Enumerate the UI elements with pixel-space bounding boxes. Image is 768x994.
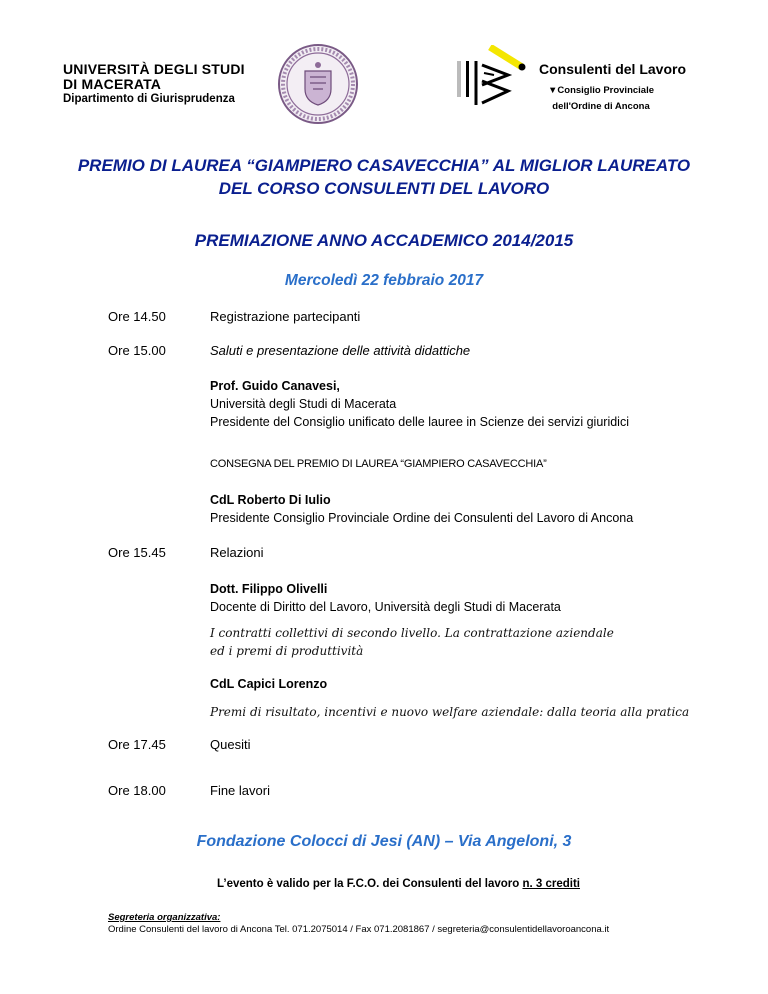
speaker-name: CdL Roberto Di Iulio <box>210 493 331 507</box>
item-talks: Relazioni <box>210 545 264 560</box>
consulenti-lavoro-logo-icon <box>450 45 530 115</box>
speaker-role: Presidente Consiglio Provinciale Ordine dei Consulenti del Lavoro di Ancona <box>210 511 634 525</box>
speaker-capici: CdL Capici Lorenzo <box>210 677 328 691</box>
cdl-title: Consulenti del Lavoro <box>539 61 687 77</box>
speaker-affiliation: Università degli Studi di Macerata <box>210 397 397 411</box>
university-name-line2: DI MACERATA <box>63 76 162 92</box>
main-title <box>0 154 768 200</box>
cdl-subtitle <box>548 83 654 115</box>
speaker-name: Dott. Filippo Olivelli <box>210 582 328 596</box>
speaker-role: Presidente del Consiglio unificato delle lauree in Scienze dei servizi giuridici <box>210 415 629 429</box>
secretariat-contacts: Ordine Consulenti del lavoro di Ancona Tel. 071.2075014 / Fax 071.2081867 / segreteria@consulentidellavoroancona.it <box>108 924 610 935</box>
time-4: Ore 17.45 <box>108 737 166 752</box>
item-greetings: Saluti e presentazione delle attività didattiche <box>210 343 471 358</box>
talk-title-line1: I contratti collettivi di secondo livello. La contrattazione aziendale <box>210 626 614 640</box>
time-5: Ore 18.00 <box>108 783 166 798</box>
subtitle: PREMIAZIONE ANNO ACCADEMICO 2014/2015 <box>194 231 574 250</box>
speaker-canavesi <box>210 377 629 431</box>
speaker-name: Prof. Guido Canavesi, <box>210 379 340 393</box>
time-1: Ore 14.50 <box>108 309 166 324</box>
credits-count: n. 3 crediti <box>522 878 580 890</box>
talk-capici: Premi di risultato, incentivi e nuovo welfare aziendale: dalla teoria alla pratica <box>210 705 690 719</box>
university-name-line1: UNIVERSITÀ DEGLI STUDI <box>63 61 245 77</box>
university-name <box>63 62 245 92</box>
main-title-line1: PREMIO DI LAUREA “GIAMPIERO CASAVECCHIA” AL MIGLIOR LAUREATO <box>77 156 691 175</box>
main-title-line2: DEL CORSO CONSULENTI DEL LAVORO <box>218 179 550 198</box>
credits-notice <box>217 878 580 890</box>
department-name: Dipartimento di Giurisprudenza <box>63 93 235 105</box>
cdl-subtitle-line2: dell'Ordine di Ancona <box>552 101 650 112</box>
time-2: Ore 15.00 <box>108 343 166 358</box>
venue: Fondazione Colocci di Jesi (AN) – Via Angeloni, 3 <box>196 833 572 850</box>
speaker-olivelli <box>210 580 561 616</box>
item-questions: Quesiti <box>210 737 251 752</box>
time-3: Ore 15.45 <box>108 545 166 560</box>
university-seal-icon <box>277 43 359 125</box>
event-date: Mercoledì 22 febbraio 2017 <box>284 272 484 289</box>
item-registration: Registrazione partecipanti <box>210 309 361 324</box>
talk-title-line2: ed i premi di produttività <box>210 644 364 658</box>
credits-notice-text: L’evento è valido per la F.C.O. dei Consulenti del lavoro <box>217 878 523 890</box>
talk-olivelli <box>210 624 614 660</box>
secretariat-label: Segreteria organizzativa: <box>108 912 221 923</box>
speaker-di-iulio <box>210 491 633 527</box>
item-closing: Fine lavori <box>210 783 270 798</box>
award-announcement: CONSEGNA DEL PREMIO DI LAUREA “GIAMPIERO CASAVECCHIA” <box>210 458 547 470</box>
cdl-subtitle-line1: ▼Consiglio Provinciale <box>548 85 655 96</box>
speaker-role: Docente di Diritto del Lavoro, Università degli Studi di Macerata <box>210 600 561 614</box>
